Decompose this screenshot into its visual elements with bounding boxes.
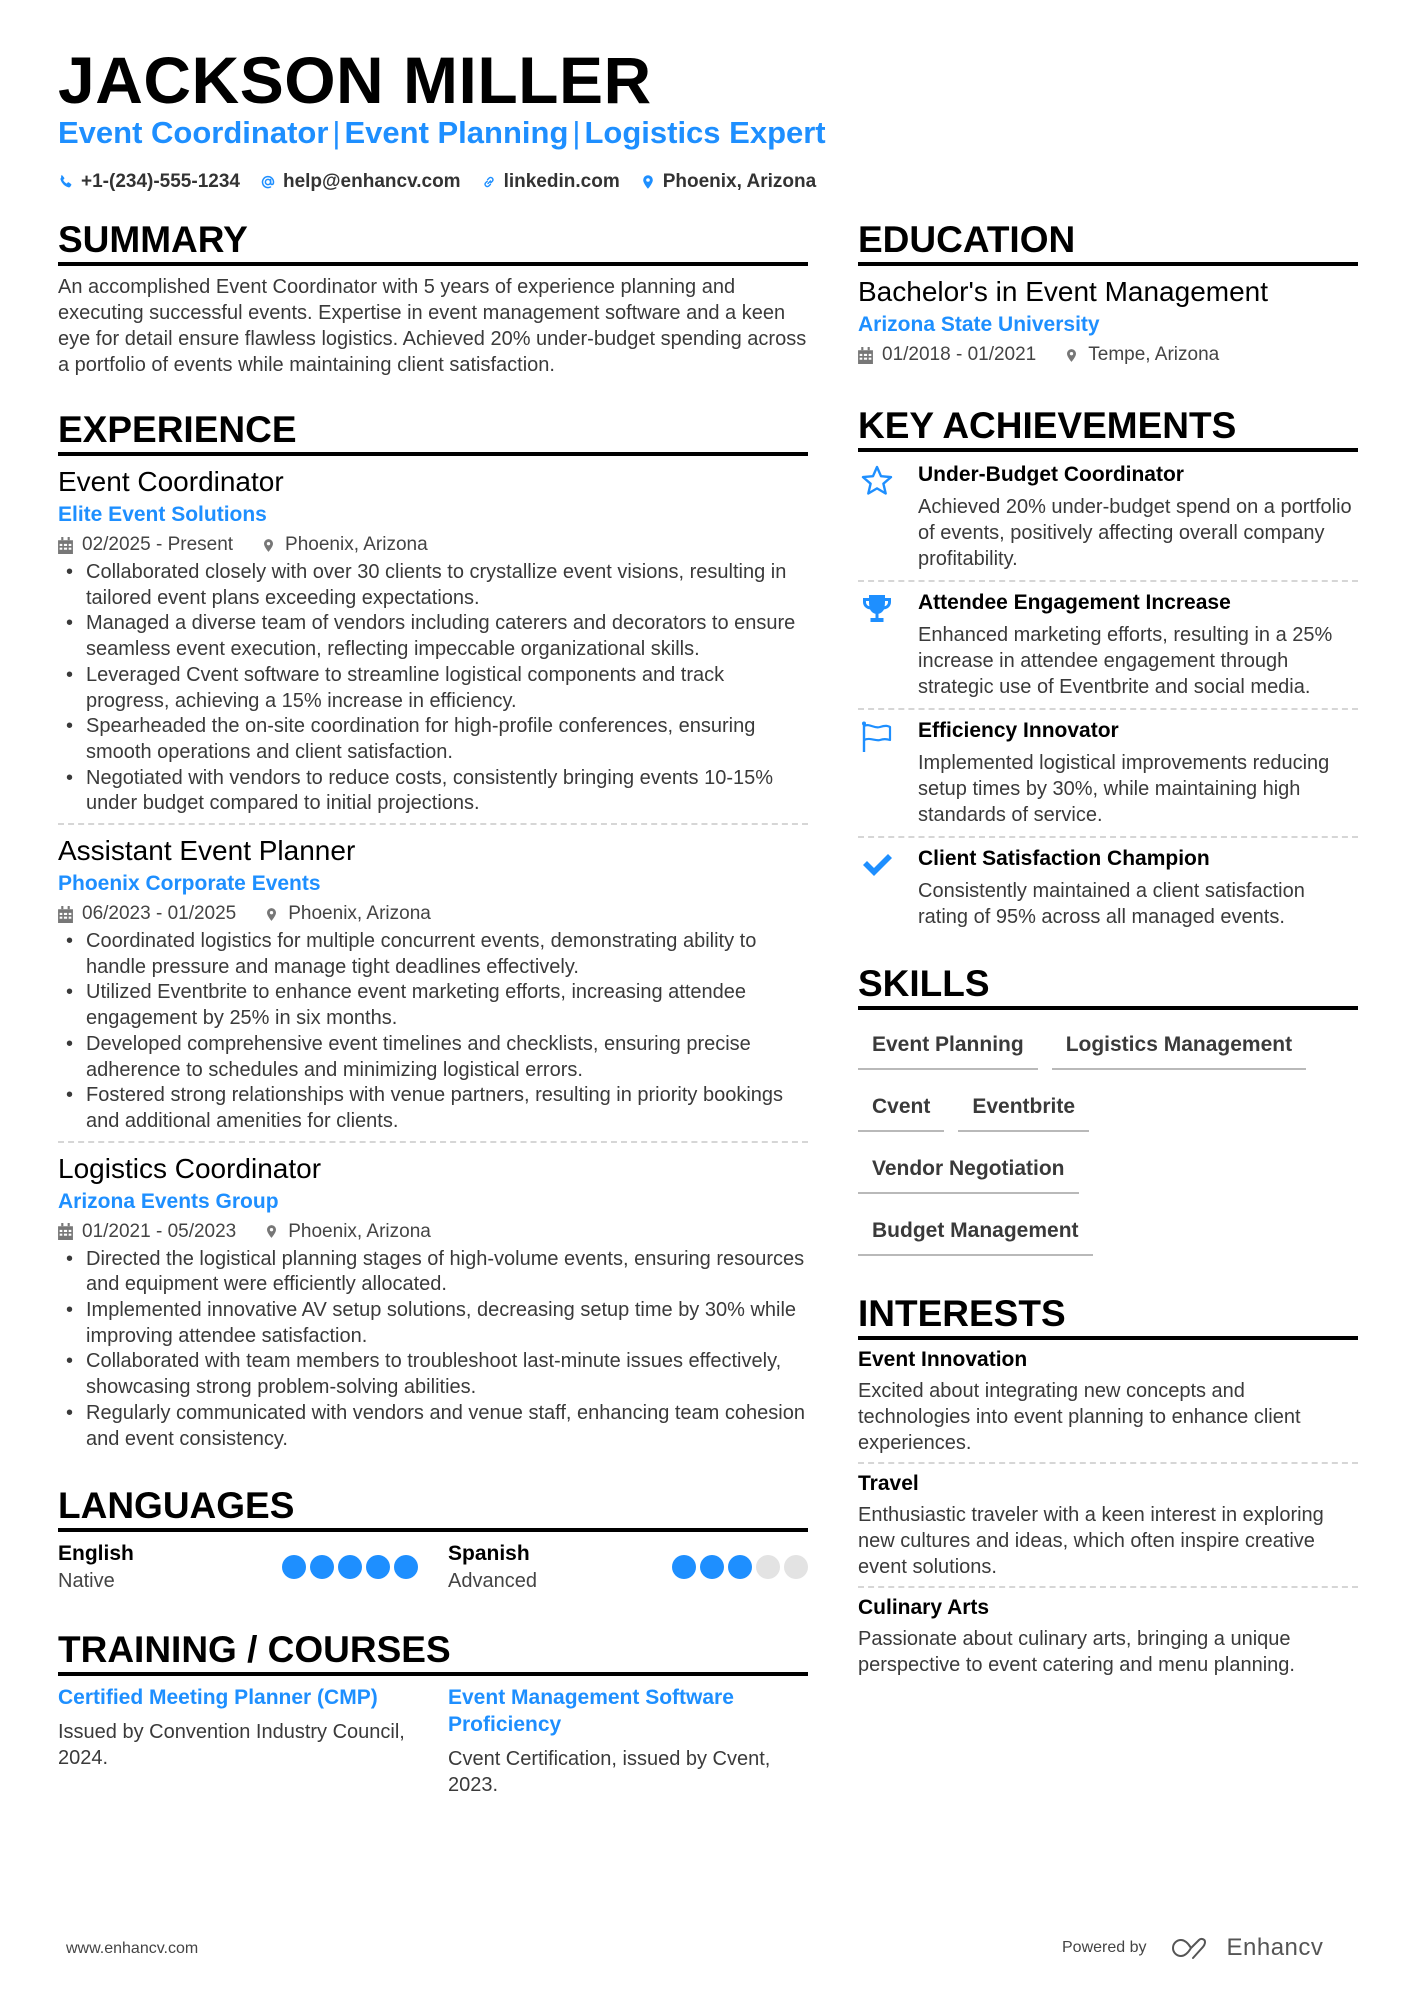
section-heading: SKILLS — [858, 962, 1358, 1010]
location-icon — [264, 1223, 279, 1240]
contact-email[interactable] — [260, 168, 461, 196]
footer-website-link[interactable]: www.enhancv.com — [66, 1940, 199, 1957]
interest-title: Culinary Arts — [858, 1596, 990, 1619]
flag-icon — [860, 720, 894, 754]
phone-icon — [58, 174, 74, 190]
location-icon — [640, 174, 656, 190]
bullet: • Developed comprehensive event timelines and checklists, ensuring precise adherence to schedules and minimizing logistical errors. — [58, 1032, 808, 1083]
company-name: Elite Event Solutions — [58, 503, 267, 526]
language-level: Advanced — [448, 1570, 537, 1593]
experience-section — [58, 408, 808, 1458]
section-heading: SUMMARY — [58, 218, 808, 266]
training-item — [448, 1684, 808, 1798]
bullet: • Implemented innovative AV setup solutions, decreasing setup time by 30% while improving attendee satisfaction. — [58, 1298, 808, 1349]
powered-by-label: Powered by — [1062, 1939, 1147, 1956]
title-part: Event Coordinator — [58, 115, 329, 150]
achievement-description: Implemented logistical improvements reducing setup times by 30%, while maintaining high standards of service. — [918, 752, 1330, 826]
language-item — [58, 1540, 418, 1594]
location-icon — [264, 906, 279, 923]
summary-section — [58, 218, 808, 378]
right-column — [858, 218, 1358, 1714]
interests-section — [858, 1292, 1358, 1684]
rating-dot-filled — [282, 1555, 306, 1579]
interest-item — [858, 1468, 1358, 1588]
job-dates: 06/2023 - 01/2025 — [82, 903, 237, 925]
achievement-title: Client Satisfaction Champion — [918, 847, 1210, 870]
skills-list — [858, 1018, 1358, 1256]
education-meta — [858, 340, 1358, 370]
job-location: Phoenix, Arizona — [288, 903, 431, 925]
rating-dot-filled — [672, 1555, 696, 1579]
job-entry — [58, 1151, 808, 1459]
bullet: • Spearheaded the on-site coordination for high-profile conferences, ensuring smooth operations and client satisfaction. — [58, 714, 808, 765]
job-bullets — [58, 1247, 808, 1453]
interest-item — [858, 1592, 1358, 1684]
contact-text: Phoenix, Arizona — [662, 171, 817, 192]
skill-tag: Eventbrite — [958, 1086, 1089, 1132]
job-dates: 01/2021 - 05/2023 — [82, 1220, 237, 1242]
bullet: • Negotiated with vendors to reduce costs, consistently bringing events 10-15% under budget compared to initial projections. — [58, 766, 808, 817]
link-icon — [481, 174, 497, 190]
achievement-description: Enhanced marketing efforts, resulting in a 25% increase in attendee engagement through strategic use of Eventbrite and social media. — [918, 624, 1333, 698]
brand-name: Enhancv — [1226, 1934, 1324, 1961]
job-bullets — [58, 560, 808, 817]
bullet: • Leveraged Cvent software to streamline logistical components and track progress, achieving a 15% increase in efficiency. — [58, 663, 808, 714]
achievement-title: Efficiency Innovator — [918, 719, 1119, 742]
contact-text: help@enhancv.com — [282, 171, 461, 192]
rating-dot-empty — [756, 1555, 780, 1579]
title-part: Event Planning — [344, 115, 569, 150]
training-description: Issued by Convention Industry Council, 2024. — [58, 1721, 405, 1770]
language-rating — [282, 1555, 418, 1579]
skill-tag: Budget Management — [858, 1210, 1093, 1256]
section-heading: INTERESTS — [858, 1292, 1358, 1340]
job-entry — [58, 833, 808, 1143]
at-icon — [260, 174, 276, 190]
rating-dot-filled — [728, 1555, 752, 1579]
check-icon — [860, 848, 894, 882]
trophy-icon — [860, 592, 894, 626]
skills-section — [858, 962, 1358, 1256]
education-dates: 01/2018 - 01/2021 — [882, 344, 1037, 365]
interest-item — [858, 1344, 1358, 1464]
section-heading: TRAINING / COURSES — [58, 1628, 808, 1676]
interest-description: Enthusiastic traveler with a keen interest in exploring new cultures and ideas, which often inspire creative event solutions. — [858, 1504, 1324, 1578]
skill-tag: Event Planning — [858, 1024, 1038, 1070]
job-dates: 02/2025 - Present — [82, 534, 234, 555]
bullet: • Managed a diverse team of vendors including caterers and decorators to ensure seamless event execution, reflecting impeccable organizational skills. — [58, 611, 808, 662]
calendar-icon — [58, 1223, 73, 1240]
language-name: Spanish — [448, 1542, 530, 1566]
bullet: • Coordinated logistics for multiple concurrent events, demonstrating ability to handle pressure and manage tight deadlines effectively. — [58, 929, 808, 980]
job-location: Phoenix, Arizona — [285, 534, 428, 555]
location-icon — [1064, 347, 1079, 364]
rating-dot-empty — [784, 1555, 808, 1579]
language-rating — [672, 1555, 808, 1579]
calendar-icon — [58, 537, 73, 554]
job-title: Event Coordinator — [58, 466, 284, 497]
training-title: Event Management Software Proficiency — [448, 1686, 734, 1737]
training-item — [58, 1684, 418, 1798]
achievement-item — [858, 838, 1358, 938]
bullet: • Collaborated with team members to troubleshoot last-minute issues effectively, showcasing strong problem-solving abilities. — [58, 1349, 808, 1400]
section-heading: EXPERIENCE — [58, 408, 808, 456]
rating-dot-filled — [310, 1555, 334, 1579]
skill-tag: Vendor Negotiation — [858, 1148, 1079, 1194]
education-section — [858, 218, 1358, 370]
achievement-item — [858, 710, 1358, 838]
job-meta — [58, 530, 808, 560]
title-separator: | — [572, 115, 581, 150]
summary-text: An accomplished Event Coordinator with 5 years of experience planning and executing successful events. Expertise in event management software and a keen eye for detail ensure flawless logistics. Achieved 20% under-budget spending across a portfolio of events while maintaining client satisfaction. — [58, 276, 807, 376]
interest-description: Passionate about culinary arts, bringing a unique perspective to event catering and menu planning. — [858, 1628, 1295, 1676]
star-icon — [860, 464, 894, 498]
achievement-item — [858, 582, 1358, 710]
company-name: Phoenix Corporate Events — [58, 872, 321, 896]
left-column — [58, 218, 808, 1828]
job-entry — [58, 464, 808, 825]
language-item — [448, 1540, 808, 1594]
bullet: • Regularly communicated with vendors and venue staff, enhancing team cohesion and event consistency. — [58, 1401, 808, 1452]
section-heading: KEY ACHIEVEMENTS — [858, 404, 1358, 452]
achievement-description: Achieved 20% under-budget spend on a portfolio of events, positively affecting overall company profitability. — [918, 496, 1352, 570]
rating-dot-filled — [700, 1555, 724, 1579]
candidate-name: JACKSON MILLER — [58, 43, 652, 117]
enhancv-logo[interactable] — [1169, 1934, 1324, 1962]
calendar-icon — [58, 906, 73, 923]
education-location: Tempe, Arizona — [1088, 344, 1220, 365]
calendar-icon — [858, 347, 873, 364]
achievement-title: Attendee Engagement Increase — [918, 591, 1231, 614]
bullet: • Directed the logistical planning stages of high-volume events, ensuring resources and equipment were efficiently allocated. — [58, 1247, 808, 1298]
contact-text: +1-(234)-555-1234 — [81, 171, 240, 192]
rating-dot-filled — [394, 1555, 418, 1579]
job-bullets — [58, 929, 808, 1135]
candidate-title — [58, 114, 826, 152]
job-meta — [58, 899, 808, 929]
contact-bar — [58, 168, 816, 196]
contact-phone[interactable] — [58, 168, 240, 196]
section-heading: LANGUAGES — [58, 1484, 808, 1532]
training-description: Cvent Certification, issued by Cvent, 2023. — [448, 1748, 771, 1797]
interest-description: Excited about integrating new concepts and technologies into event planning to enhance client experiences. — [858, 1380, 1301, 1454]
rating-dot-filled — [338, 1555, 362, 1579]
skill-tag: Cvent — [858, 1086, 944, 1132]
interest-title: Event Innovation — [858, 1348, 1028, 1371]
enhancv-logo-icon — [1169, 1935, 1217, 1961]
achievement-title: Under-Budget Coordinator — [918, 463, 1184, 486]
contact-linkedin[interactable] — [481, 168, 620, 196]
achievement-item — [858, 454, 1358, 582]
training-title: Certified Meeting Planner (CMP) — [58, 1686, 378, 1710]
achievement-description: Consistently maintained a client satisfaction rating of 95% across all managed events. — [918, 880, 1305, 928]
footer-branding — [1062, 1934, 1323, 1962]
bullet: • Fostered strong relationships with venue partners, resulting in priority bookings and additional amenities for clients. — [58, 1083, 808, 1134]
section-heading: EDUCATION — [858, 218, 1358, 266]
training-section — [58, 1628, 808, 1798]
rating-dot-filled — [366, 1555, 390, 1579]
job-location: Phoenix, Arizona — [288, 1220, 431, 1242]
job-title: Assistant Event Planner — [58, 835, 356, 867]
company-name: Arizona Events Group — [58, 1189, 279, 1213]
title-separator: | — [332, 115, 341, 150]
school-name: Arizona State University — [858, 313, 1100, 336]
location-icon — [261, 537, 276, 554]
contact-location — [640, 168, 816, 196]
languages-section — [58, 1484, 808, 1594]
bullet: • Utilized Eventbrite to enhance event marketing efforts, increasing attendee engagement by 25% in six months. — [58, 980, 808, 1031]
achievements-section — [858, 404, 1358, 938]
bullet: • Collaborated closely with over 30 clients to crystallize event visions, resulting in tailored event plans exceeding expectations. — [58, 560, 808, 611]
job-meta — [58, 1217, 808, 1247]
interest-title: Travel — [858, 1472, 919, 1495]
language-level: Native — [58, 1570, 115, 1593]
language-name: English — [58, 1542, 134, 1566]
job-title: Logistics Coordinator — [58, 1152, 322, 1184]
degree-title: Bachelor's in Event Management — [858, 276, 1269, 307]
contact-text: linkedin.com — [503, 171, 620, 192]
skill-tag: Logistics Management — [1052, 1024, 1306, 1070]
title-part: Logistics Expert — [584, 115, 826, 150]
